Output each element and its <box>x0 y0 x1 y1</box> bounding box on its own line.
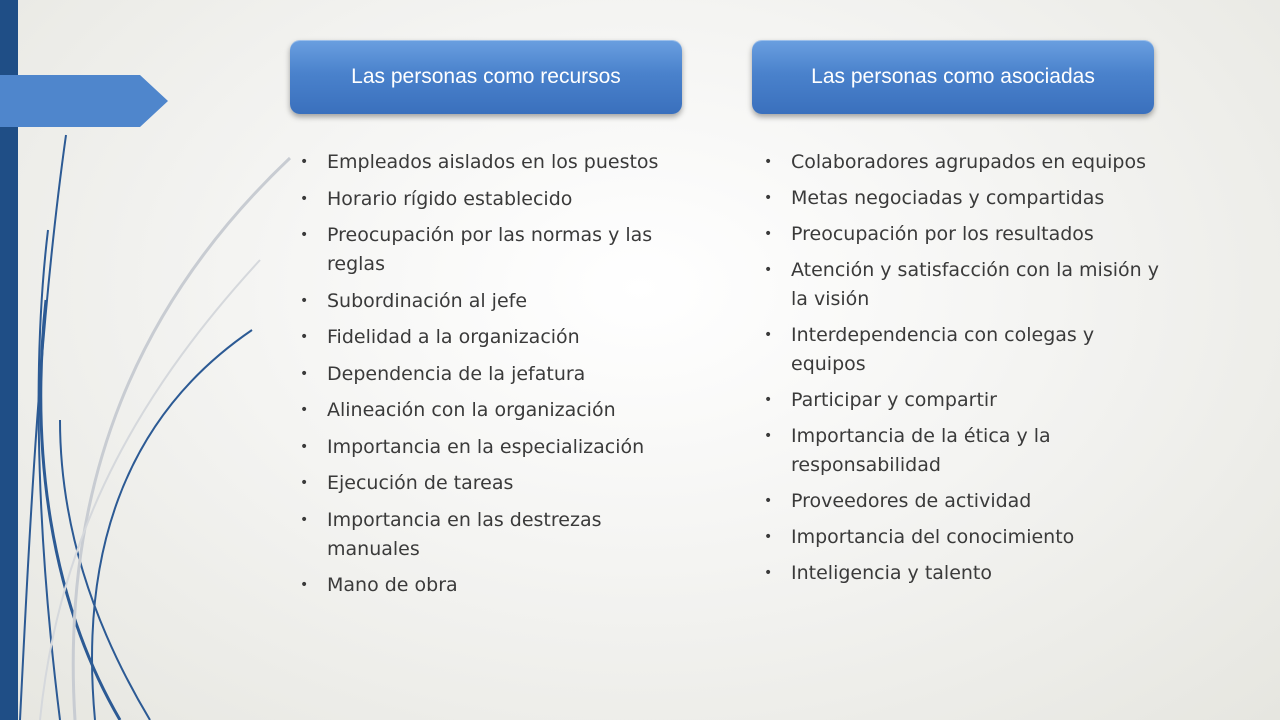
bullet-icon: • <box>300 365 309 382</box>
bullet-icon: • <box>300 154 309 170</box>
bullet-icon: • <box>764 190 773 206</box>
bullet-icon: • <box>764 428 773 444</box>
bullet-icon: • <box>300 227 309 243</box>
list-item: • Dependencia de la jefatura <box>300 360 680 389</box>
list-item: • Colaboradores agrupados en equipos <box>764 148 1174 177</box>
list-item: • Subordinación al jefe <box>300 287 680 316</box>
list-item: • Metas negociadas y compartidas <box>764 184 1174 213</box>
list-item: • Preocupación por las normas y las reglas <box>300 221 680 279</box>
bullet-icon: • <box>300 329 309 345</box>
list-item: • Importancia en la especialización <box>300 433 680 462</box>
bullet-icon: • <box>300 577 309 593</box>
list-item: • Importancia del conocimiento <box>764 523 1174 552</box>
list-item: • Atención y satisfacción con la misión y la visión <box>764 256 1174 314</box>
list-item: • Empleados aislados en los puestos <box>300 148 680 177</box>
list-item: • Importancia de la ética y la responsabilidad <box>764 422 1174 480</box>
list-item: • Mano de obra <box>300 571 680 600</box>
bullet-icon: • <box>300 438 309 455</box>
bullet-icon: • <box>764 565 773 581</box>
bullet-icon: • <box>300 190 309 207</box>
list-item: • Inteligencia y talento <box>764 559 1174 588</box>
header-right-label: Las personas como asociadas <box>811 65 1095 88</box>
list-item: • Ejecución de tareas <box>300 469 680 498</box>
list-item: • Preocupación por los resultados <box>764 220 1174 249</box>
bullet-icon: • <box>764 327 773 343</box>
list-item: • Importancia en las destrezas manuales <box>300 506 680 564</box>
bullet-icon: • <box>764 154 773 170</box>
bullet-icon: • <box>764 392 773 408</box>
bullet-icon: • <box>300 475 309 491</box>
header-personas-recursos <box>290 40 682 114</box>
list-item: • Horario rígido establecido <box>300 185 680 214</box>
header-personas-asociadas <box>752 40 1154 114</box>
bullet-icon: • <box>764 493 773 509</box>
list-item: • Proveedores de actividad <box>764 487 1174 516</box>
bullet-icon: • <box>764 262 773 278</box>
right-bullet-list <box>764 148 1174 595</box>
left-bullet-list <box>300 148 680 608</box>
header-left-label: Las personas como recursos <box>351 65 621 88</box>
list-item: • Participar y compartir <box>764 386 1174 415</box>
list-item: • Fidelidad a la organización <box>300 323 680 352</box>
bullet-icon: • <box>300 292 309 309</box>
bullet-icon: • <box>300 402 309 418</box>
bullet-icon: • <box>764 226 773 242</box>
bullet-icon: • <box>300 511 309 528</box>
decorative-swoosh-lines <box>0 0 300 720</box>
list-item: • Interdependencia con colegas y equipos <box>764 321 1174 379</box>
bullet-icon: • <box>764 529 773 545</box>
list-item: • Alineación con la organización <box>300 396 680 425</box>
